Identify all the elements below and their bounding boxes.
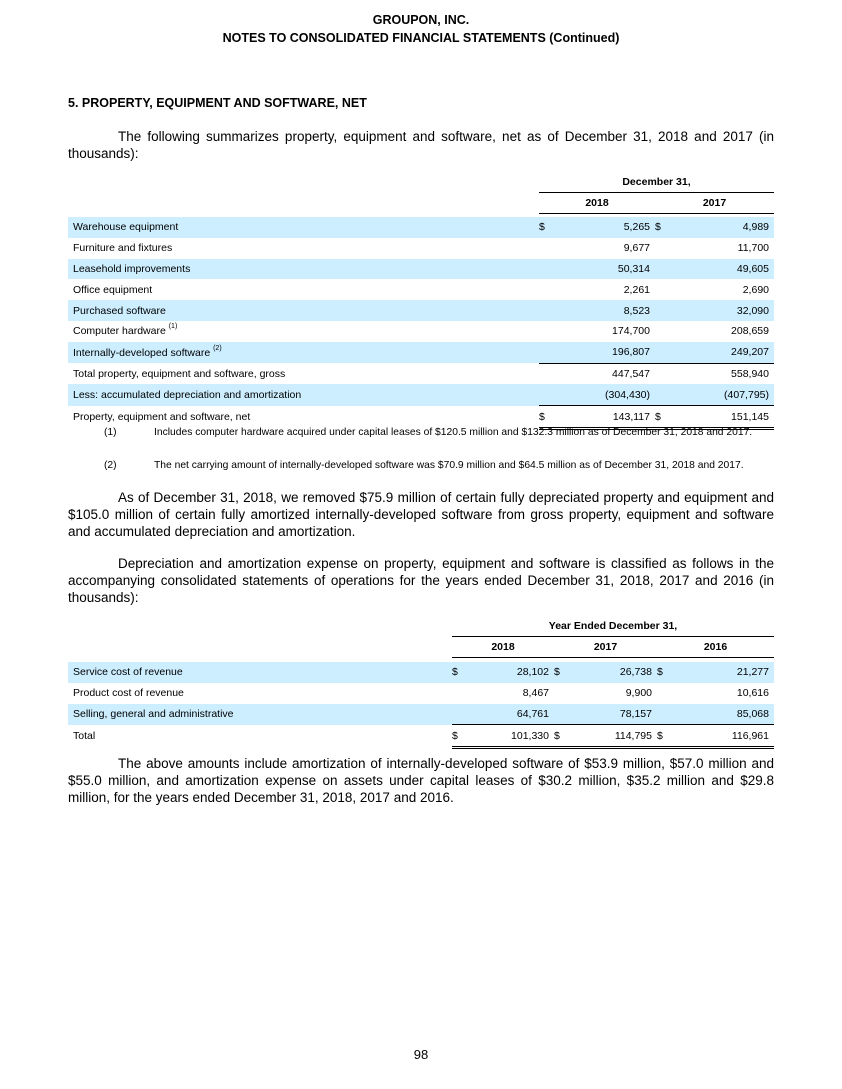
row-label bbox=[68, 342, 539, 363]
removed-assets-paragraph: As of December 31, 2018, we removed $75.9 million of certain fully depreciated property and equipment and $105.0 million of certain fully amortized internally-developed software from gross property, equipment and software and accumulated depreciation and amortization. bbox=[68, 490, 774, 539]
currency-symbol bbox=[539, 279, 554, 300]
table-row bbox=[68, 683, 774, 704]
table1-group-header: December 31, bbox=[539, 172, 774, 193]
footnote-text: Includes computer hardware acquired under capital leases of $120.5 million and $132.3 million as of December 31, 2018 and 2017. bbox=[154, 427, 753, 438]
table-row bbox=[68, 259, 774, 280]
footnote-text: The net carrying amount of internally-developed software was $70.9 million and $64.5 million as of December 31, 2018 and 2017. bbox=[154, 460, 744, 471]
currency-symbol: $ bbox=[554, 725, 569, 748]
value-2016: 21,277 bbox=[672, 662, 774, 683]
value-2017: 4,989 bbox=[670, 217, 774, 238]
currency-symbol bbox=[539, 259, 554, 280]
value-2017: 114,795 bbox=[569, 725, 657, 748]
currency-symbol bbox=[655, 279, 670, 300]
table-row bbox=[68, 217, 774, 238]
currency-symbol bbox=[655, 300, 670, 321]
value-2018: 8,523 bbox=[554, 300, 655, 321]
table-row bbox=[68, 725, 774, 748]
row-label bbox=[68, 300, 539, 321]
footnote-number: (2) bbox=[104, 460, 117, 471]
currency-symbol bbox=[539, 384, 554, 405]
page-subtitle: NOTES TO CONSOLIDATED FINANCIAL STATEMENTS (Continued) bbox=[222, 31, 620, 45]
row-label-text: Leasehold improvements bbox=[73, 263, 191, 276]
value-2018: 174,700 bbox=[612, 325, 650, 338]
currency-symbol bbox=[655, 384, 670, 405]
footnote-reference: (1) bbox=[168, 323, 178, 331]
currency-symbol: $ bbox=[657, 662, 672, 683]
currency-symbol bbox=[657, 704, 672, 725]
row-label-text: Computer hardware bbox=[73, 325, 166, 338]
value-2018: (304,430) bbox=[554, 384, 655, 405]
row-label bbox=[68, 259, 539, 280]
currency-symbol: $ bbox=[539, 217, 554, 238]
currency-symbol bbox=[655, 342, 670, 363]
table-row bbox=[68, 321, 774, 342]
row-label-text: Warehouse equipment bbox=[73, 221, 179, 234]
table-row bbox=[68, 279, 774, 300]
value-2018: 9,677 bbox=[623, 242, 650, 255]
depreciation-paragraph: Depreciation and amortization expense on property, equipment and software is classified as follows in the accompanying consolidated statements of operations for the years ended December 31, 2018, 2017 and 2016 (in thousands): bbox=[68, 556, 774, 605]
currency-symbol bbox=[539, 321, 554, 342]
value-2018: 64,761 bbox=[467, 704, 554, 725]
property-equipment-table bbox=[68, 172, 774, 430]
currency-symbol bbox=[452, 683, 467, 704]
row-label-text: Less: accumulated depreciation and amortization bbox=[73, 389, 302, 402]
row-label-text: Total property, equipment and software, gross bbox=[73, 367, 286, 380]
currency-symbol bbox=[539, 363, 554, 384]
table-row bbox=[68, 704, 774, 725]
currency-symbol: $ bbox=[539, 406, 554, 429]
value-2018: 50,314 bbox=[554, 259, 655, 280]
row-label: Total bbox=[73, 730, 96, 743]
section-title: 5. PROPERTY, EQUIPMENT AND SOFTWARE, NET bbox=[68, 96, 367, 110]
value-2018: 447,547 bbox=[612, 368, 650, 381]
row-label bbox=[68, 217, 539, 238]
row-label bbox=[68, 238, 539, 259]
value-2017: 2,690 bbox=[742, 283, 769, 296]
value-2017: (407,795) bbox=[670, 384, 774, 405]
value-2017: 9,900 bbox=[625, 687, 652, 700]
value-2018: 143,117 bbox=[554, 406, 655, 429]
value-2018: 196,807 bbox=[554, 342, 655, 363]
currency-symbol bbox=[554, 683, 569, 704]
intro-paragraph: The following summarizes property, equipment and software, net as of December 31, 2018 and 2017 (in thousands): bbox=[68, 129, 774, 161]
row-label-text: Purchased software bbox=[73, 304, 166, 317]
table-row bbox=[68, 662, 774, 683]
value-2017: 11,700 bbox=[737, 242, 769, 255]
currency-symbol bbox=[554, 704, 569, 725]
value-2017: 78,157 bbox=[569, 704, 657, 725]
currency-symbol: $ bbox=[655, 406, 670, 429]
currency-symbol bbox=[657, 683, 672, 704]
value-2018: 8,467 bbox=[522, 687, 549, 700]
currency-symbol bbox=[539, 300, 554, 321]
value-2017: 208,659 bbox=[731, 325, 769, 338]
currency-symbol: $ bbox=[452, 662, 467, 683]
row-label bbox=[68, 321, 539, 342]
row-label-text: Property, equipment and software, net bbox=[73, 411, 251, 424]
footnote-number: (1) bbox=[104, 427, 117, 438]
table2-year-2017: 2017 bbox=[554, 637, 657, 658]
row-label: Product cost of revenue bbox=[73, 687, 184, 700]
row-label-text: Internally-developed software bbox=[73, 346, 211, 359]
value-2016: 116,961 bbox=[672, 725, 774, 748]
value-2017: 49,605 bbox=[670, 259, 774, 280]
row-label: Service cost of revenue bbox=[68, 662, 452, 683]
value-2017: 151,145 bbox=[670, 406, 774, 429]
value-2018: 2,261 bbox=[623, 283, 650, 296]
closing-paragraph: The above amounts include amortization of internally-developed software of $53.9 million, $57.0 million and $55.0 million, and amortization expense on assets under capital leases of $30.2 million, $35.2 million and $29.8 million, for the years ended December 31, 2018, 2017 and 2016. bbox=[68, 756, 774, 805]
currency-symbol bbox=[655, 259, 670, 280]
currency-symbol: $ bbox=[452, 725, 467, 748]
row-label-text: Office equipment bbox=[73, 283, 153, 296]
table-row bbox=[68, 342, 774, 363]
depreciation-expense-table bbox=[68, 616, 774, 749]
currency-symbol bbox=[539, 238, 554, 259]
row-label-text: Furniture and fixtures bbox=[73, 242, 173, 255]
table2-year-2018: 2018 bbox=[452, 637, 554, 658]
value-2017: 558,940 bbox=[731, 368, 769, 381]
company-name: GROUPON, INC. bbox=[372, 13, 470, 27]
currency-symbol bbox=[539, 342, 554, 363]
table-row bbox=[68, 363, 774, 384]
currency-symbol bbox=[655, 321, 670, 342]
value-2018: 101,330 bbox=[467, 725, 554, 748]
row-label: Selling, general and administrative bbox=[68, 704, 452, 725]
currency-symbol bbox=[452, 704, 467, 725]
value-2017: 249,207 bbox=[670, 342, 774, 363]
page-number: 98 bbox=[413, 1047, 429, 1062]
row-label bbox=[68, 363, 539, 384]
footnote-reference: (2) bbox=[213, 344, 222, 352]
table-row bbox=[68, 300, 774, 321]
value-2017: 32,090 bbox=[670, 300, 774, 321]
value-2016: 85,068 bbox=[672, 704, 774, 725]
row-label bbox=[68, 384, 539, 405]
currency-symbol bbox=[655, 363, 670, 384]
currency-symbol bbox=[655, 238, 670, 259]
table2-group-header: Year Ended December 31, bbox=[452, 616, 774, 637]
table1-year-2017: 2017 bbox=[655, 193, 774, 214]
table-row bbox=[68, 238, 774, 259]
table1-year-2018: 2018 bbox=[539, 193, 655, 214]
value-2018: 5,265 bbox=[554, 217, 655, 238]
value-2016: 10,616 bbox=[736, 687, 769, 700]
currency-symbol: $ bbox=[554, 662, 569, 683]
currency-symbol: $ bbox=[657, 725, 672, 748]
value-2018: 28,102 bbox=[467, 662, 554, 683]
table-row bbox=[68, 384, 774, 405]
row-label bbox=[68, 279, 539, 300]
currency-symbol: $ bbox=[655, 217, 670, 238]
table2-year-2016: 2016 bbox=[657, 637, 774, 658]
value-2017: 26,738 bbox=[569, 662, 657, 683]
